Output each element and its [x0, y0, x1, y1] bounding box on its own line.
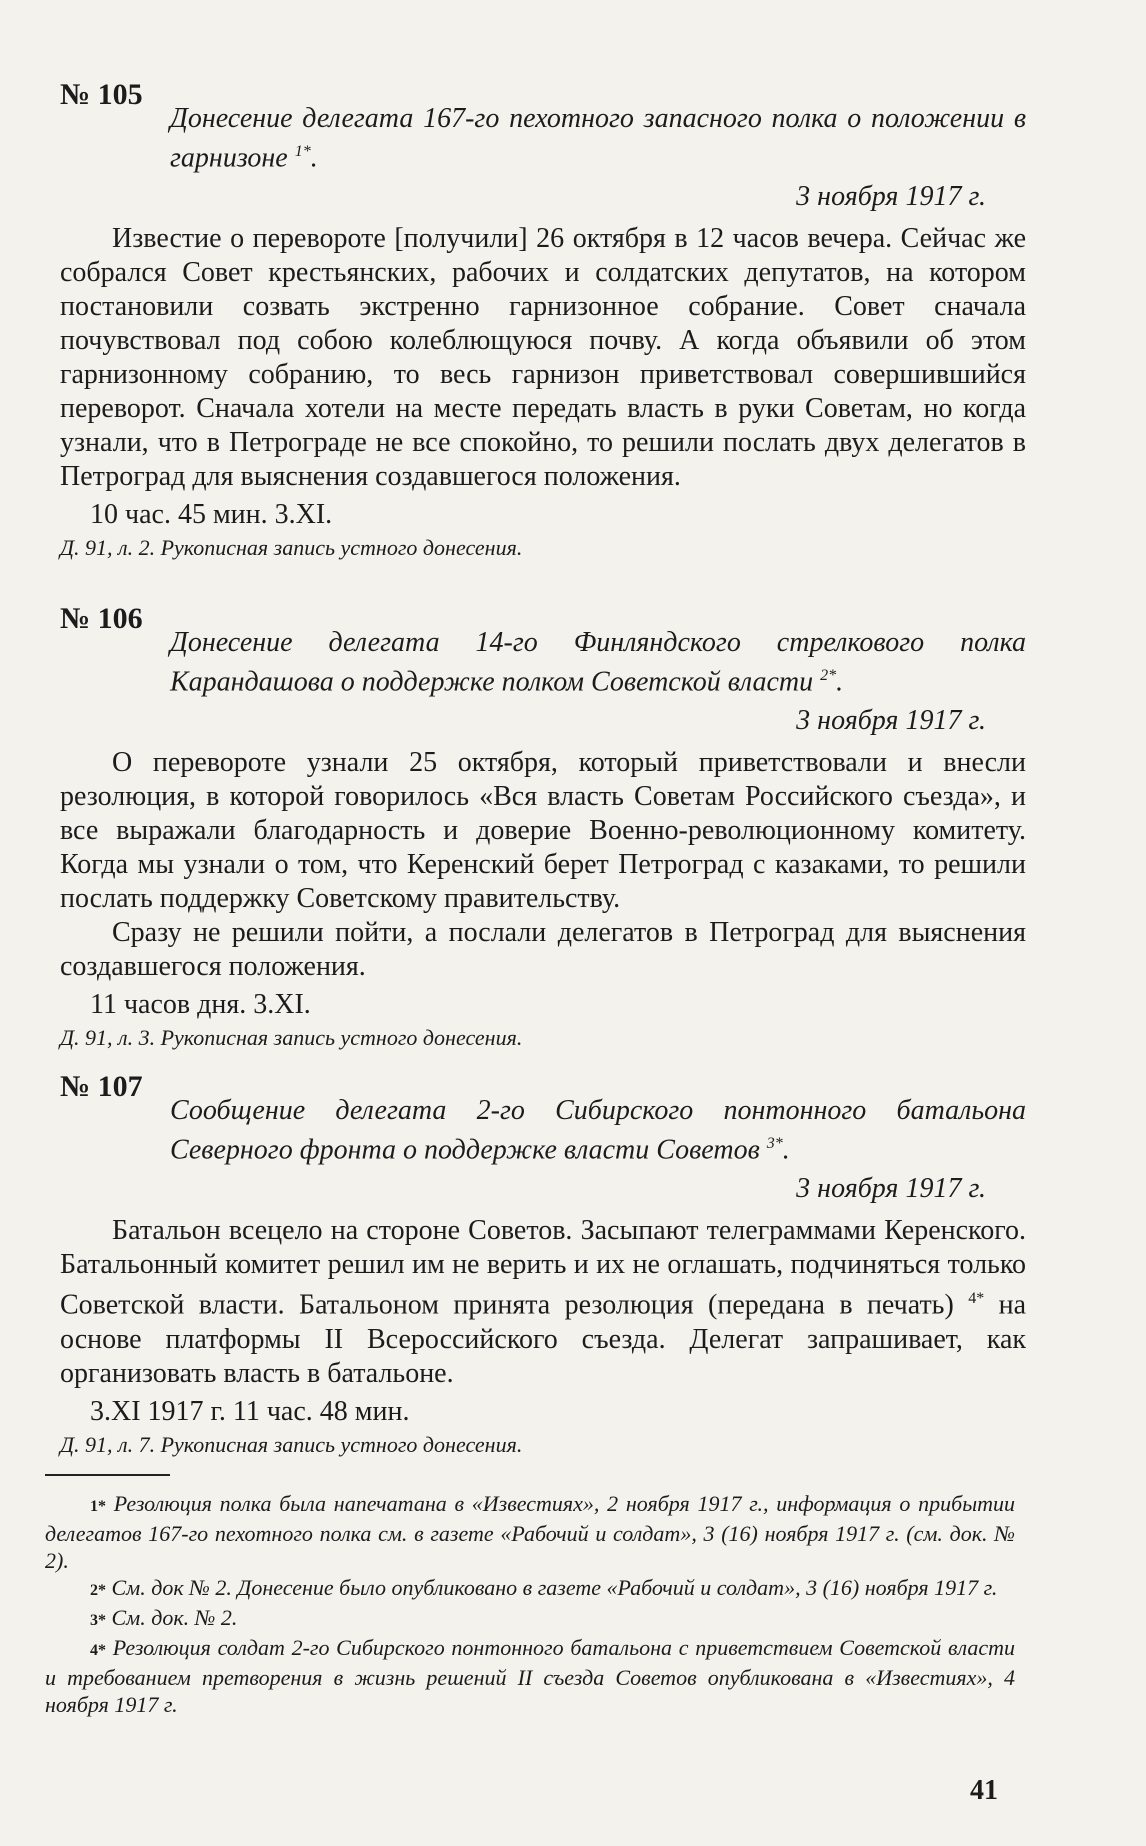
document-time: 11 часов дня. 3.XI. [90, 989, 311, 1021]
document-number: № 107 [60, 1070, 143, 1103]
footnote-ref[interactable]: 3* [766, 1135, 783, 1152]
document-number: № 106 [60, 602, 143, 635]
page-number: 41 [970, 1775, 998, 1806]
footnote: 3* См. док. № 2. [90, 1605, 238, 1630]
document-time: 3.XI 1917 г. 11 час. 48 мин. [90, 1395, 410, 1427]
document-date: 3 ноября 1917 г. [796, 1173, 986, 1205]
footnotes [45, 1490, 1015, 1718]
document-title: Сообщение делегата 2-го Сибирского понтонного батальона Северного фронта о поддержке власти Советов $^{3*}$. [170, 1095, 1026, 1166]
footnote: 4* Резолюция солдат 2-го Сибирского понтонного батальона с приветствием Советской власти и требованием претворения в жизнь решений II съезда Советов опубликована в «Известиях», 4 ноября 1917 г. [45, 1635, 1016, 1717]
document-title: Донесение делегата 167-го пехотного запасного полка о положении в гарнизоне $^{1*}$. [170, 103, 1026, 174]
footnote-ref[interactable]: 2* [820, 667, 837, 684]
document-body-continued: Сразу не решили пойти, а послали делегатов в Петроград для выяснения создавшегося положения. [60, 917, 1026, 983]
document-title: Донесение делегата 14-го Финляндского стрелкового полка Карандашова о поддержке полком Советской власти $^{2*}$. [170, 627, 1026, 698]
document-source: Д. 91, л. 3. Рукописная запись устного донесения. [60, 1025, 523, 1051]
document-date: 3 ноября 1917 г. [796, 705, 986, 737]
document-106 [60, 602, 1026, 1052]
footnote: 1* Резолюция полка была напечатана в «Известиях», 2 ноября 1917 г., информация о прибытии делегатов 167-го пехотного полка см. в газете «Рабочий и солдат», 3 (16) ноября 1917 г. (см. док. № 2). [45, 1491, 1015, 1573]
document-body: О перевороте узнали 25 октября, который приветствовали и внесли резолюция, в которой говорилось «Вся власть Советам Российского съезда», и все выражали благодарность и доверие Военно-революционному комитету. Когда мы узнали о том, что Керенский берет Петроград с казаками, то решили послать поддержку Советскому правительству. [60, 747, 1026, 915]
footnote-ref[interactable]: 4* [968, 1290, 985, 1308]
footnote-ref[interactable]: 1* [294, 143, 311, 160]
document-source: Д. 91, л. 7. Рукописная запись устного донесения. [60, 1431, 523, 1457]
document-number: № 105 [60, 78, 143, 111]
document-date: 3 ноября 1917 г. [796, 181, 986, 213]
document-107 [60, 1070, 1026, 1459]
document-body: Известие о перевороте [получили] 26 октября в 12 часов вечера. Сейчас же собрался Совет крестьянских, рабочих и солдатских депутатов, на котором постановили созвать экстренно гарнизонное собрание. Совет сначала почувствовал под собою колеблющуюся почву. А когда объявили об этом гарнизонному собранию, то весь гарнизон приветствовал совершившийся переворот. Сначала хотели на месте передать власть в руки Советам, но когда узнали, что в Петрограде не все спокойно, то решили послать двух делегатов в Петроград для выяснения создавшегося положения. [60, 223, 1026, 493]
document-body: Батальон всецело на стороне Советов. Засыпают телеграммами Керенского. Батальонный комитет решил им не верить и их не оглашать, подчиняться только Советской власти. Батальоном принята резолюция (передана в печать) $^{4*}$ на основе платформы II Всероссийского съезда. Делегат запрашивает, как организовать власть в батальоне. [60, 1215, 1027, 1389]
footnote-divider [45, 1474, 170, 1476]
document-105 [60, 78, 1026, 562]
document-time: 10 час. 45 мин. 3.XI. [90, 499, 333, 531]
footnote: 2* См. док № 2. Донесение было опубликовано в газете «Рабочий и солдат», 3 (16) ноября 1917 г. [90, 1575, 998, 1600]
document-source: Д. 91, л. 2. Рукописная запись устного донесения. [60, 535, 523, 561]
